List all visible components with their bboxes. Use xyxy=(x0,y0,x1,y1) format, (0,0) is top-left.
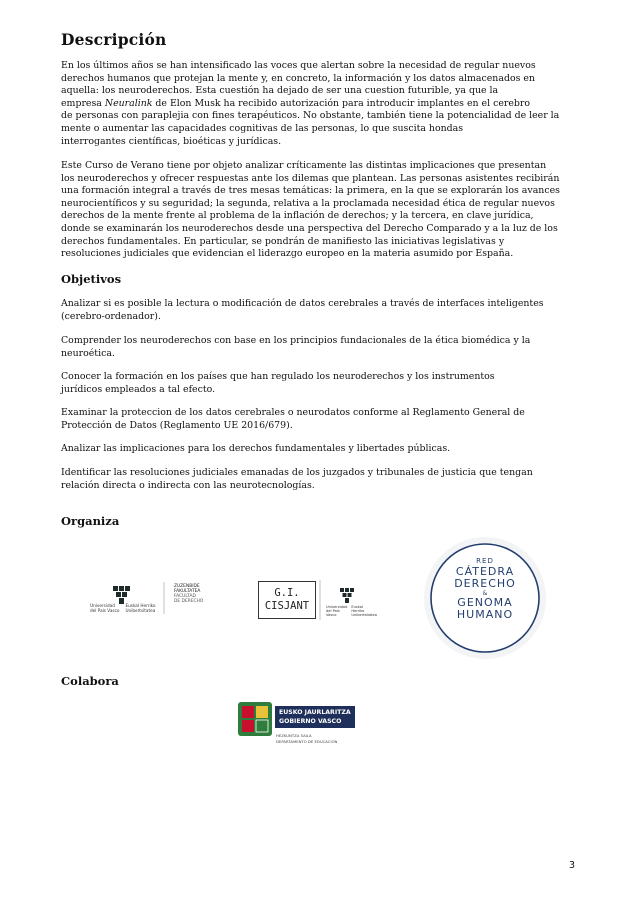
text-line: los neuroderechos y ofrecer respuestas ante los dilemas que plantean. Las personas asistentes recibirán xyxy=(61,172,560,184)
text-line: de personas con paraplejia con fines terapéuticos. No obstante, también tiene la potencialidad de leer la xyxy=(61,110,560,122)
objectives-heading: Objetivos xyxy=(61,272,122,286)
text-line: interrogantes científicas, bioéticas y jurídicas. xyxy=(61,135,282,147)
colabora-heading: Colabora xyxy=(61,674,119,688)
page-title: Descripción xyxy=(61,30,167,49)
organiza-heading: Organiza xyxy=(61,514,120,528)
text-line: una formación integral a través de tres mesas temáticas: la primera, en la que se explorarán los avances xyxy=(61,185,560,197)
text-line: derechos fundamentales. En particular, se pondrán de manifiesto las iniciativas legislativas y xyxy=(61,235,505,247)
text-line: En los últimos años se han intensificado las voces que alertan sobre la necesidad de regular nuevos xyxy=(61,60,536,71)
neuralink-emphasis: Neuralink xyxy=(104,97,153,109)
gobierno-vasco-logo: EUSKO JAURLARITZA GOBIERNO VASCO HEZKUNTZA SAILA DEPARTAMENTO DE EDUCACIÓN xyxy=(236,700,366,748)
text-line: Este Curso de Verano tiene por objeto analizar críticamente las distintas implicaciones que presentan xyxy=(61,160,547,171)
text-line: donde se examinarán los neuroderechos desde una perspectiva del Derecho Comparado y a la luz de los xyxy=(61,222,558,234)
upv-ehu-faculty-logo: Universidad del País Vasco Euskal Herriko Unibertsitatea ZUZENBIDE FAKULTATEA FACULTAD DE DERECHO xyxy=(86,580,216,620)
text-line: derechos humanos que protejan la mente y, en concreto, la información y los datos almacenados en xyxy=(61,72,535,84)
page-number: 3 xyxy=(568,860,575,871)
text-line: mente o aumentar las capacidades cognitivas de las personas, lo que suscita hondas xyxy=(61,122,464,134)
coat-of-arms-icon xyxy=(238,702,272,736)
objective-item: Comprender los neuroderechos con base en los principios fundacionales de la ética biomédica y la neuroética. xyxy=(61,335,531,359)
text-line: neurocientíficos y su seguridad; la segunda, relativa a la proclamada necesidad ética de regular nuevos xyxy=(61,197,555,209)
objective-item: Identificar las resoluciones judiciales emanadas de los juzgados y tribunales de justicia que tengan relación directa o indirecta con las neurotecnologías. xyxy=(61,467,533,491)
objective-item: Conocer la formación en los países que han regulado los neuroderechos y los instrumentos jurídicos empleados a tal efecto. xyxy=(61,371,495,395)
text-line: resoluciones judiciales que evidencian el liderazgo europeo en la materia asumido por España. xyxy=(61,248,514,260)
text-line: aquella: los neuroderechos. Esta cuestión ha dejado de ser una cuestion futurible, ya que la xyxy=(61,85,499,97)
catedra-derecho-genoma-logo: RED CÁTEDRA DERECHO & GENOMA HUMANO xyxy=(423,536,547,660)
objective-item: Analizar las implicaciones para los derechos fundamentales y libertades públicas. xyxy=(61,443,451,454)
objective-item: Analizar si es posible la lectura o modificación de datos cerebrales a través de interfaces inteligentes (cerebro-ordenador). xyxy=(61,298,544,322)
intro-paragraph xyxy=(61,60,581,148)
objective-item: Examinar la proteccion de los datos cerebrales o neurodatos conforme al Reglamento General de Protección de Datos (Reglamento UE 2016/679). xyxy=(61,407,525,431)
text-line: derechos de la mente frente al problema de la inflación de derechos; y la tercera, en clave jurídica, xyxy=(61,210,534,222)
cisjant-logo: G.I. CISJANT Universidad del País Vasco Euskal Herriko Unibertsitatea xyxy=(256,578,376,622)
text-line: empresa Neuralink de Elon Musk ha recibido autorización para introducir implantes en el cerebro xyxy=(61,97,531,109)
course-paragraph xyxy=(61,160,581,261)
